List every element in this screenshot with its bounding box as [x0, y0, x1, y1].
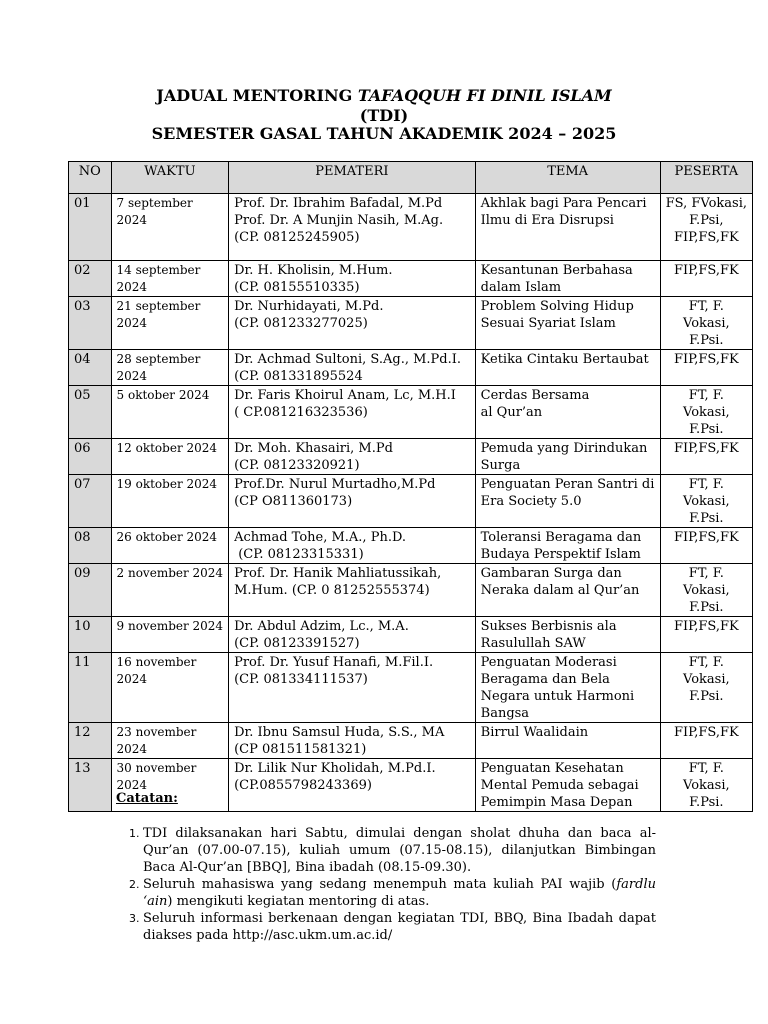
cell-waktu — [111, 528, 229, 564]
cell-no: 07 — [69, 475, 112, 528]
cell-pemateri-line: (CP.0855798243369) — [234, 778, 372, 793]
cell-tema — [475, 617, 660, 653]
cell-pemateri-line: ( CP.081216323536) — [234, 405, 368, 420]
cell-pemateri — [229, 475, 476, 528]
table-header-row — [69, 162, 753, 194]
cell-peserta-line: Vokasi, — [683, 778, 730, 793]
table-row — [69, 194, 753, 261]
cell-peserta-line: F.Psi, — [689, 213, 724, 228]
cell-tema-line: Problem Solving Hidup — [480, 299, 634, 314]
cell-pemateri-line: (CP. 081334111537) — [234, 672, 368, 687]
table-row — [69, 617, 753, 653]
cell-tema-line: Negara untuk Harmoni — [480, 689, 635, 704]
cell-pemateri-line: Dr. Lilik Nur Kholidah, M.Pd.I. — [234, 761, 436, 776]
cell-waktu-line: 21 september — [116, 299, 201, 313]
cell-no: 05 — [69, 386, 112, 439]
cell-peserta — [660, 475, 752, 528]
cell-tema-line: Beragama dan Bela — [480, 672, 610, 687]
cell-pemateri — [229, 439, 476, 475]
cell-tema — [475, 194, 660, 261]
cell-tema-line: Penguatan Kesehatan — [480, 761, 624, 776]
cell-tema-line: Cerdas Bersama — [480, 388, 590, 403]
cell-waktu-line: 12 oktober 2024 — [116, 441, 218, 455]
cell-tema-line: al Qur’an — [480, 405, 543, 420]
cell-waktu — [111, 439, 229, 475]
cell-waktu-line: 26 oktober 2024 — [116, 530, 218, 544]
table-row — [69, 653, 753, 723]
cell-peserta — [660, 261, 752, 297]
cell-waktu-line: 2024 — [116, 672, 148, 686]
cell-pemateri-line: Dr. Nurhidayati, M.Pd. — [234, 299, 384, 314]
cell-tema-line: Penguatan Peran Santri di — [480, 477, 655, 492]
cell-peserta-line: FIP,FS,FK — [673, 725, 739, 740]
cell-peserta — [660, 759, 752, 812]
cell-waktu — [111, 386, 229, 439]
cell-tema-line: Toleransi Beragama dan — [480, 530, 642, 545]
cell-pemateri-line: Dr. H. Kholisin, M.Hum. — [234, 263, 393, 278]
table-row — [69, 386, 753, 439]
header-waktu: WAKTU — [111, 162, 229, 194]
cell-pemateri-line: (CP. 08125245905) — [234, 230, 360, 245]
cell-waktu — [111, 653, 229, 723]
cell-peserta-line: F.Psi. — [689, 422, 724, 437]
cell-tema-line: Sukses Berbisnis ala — [480, 619, 617, 634]
cell-tema-line: Kesantunan Berbahasa — [480, 263, 633, 278]
cell-waktu — [111, 350, 229, 386]
cell-tema-line: Bangsa — [480, 706, 530, 721]
cell-peserta — [660, 350, 752, 386]
cell-tema-line: Budaya Perspektif Islam — [480, 547, 641, 562]
header-no: NO — [69, 162, 112, 194]
table-row — [69, 528, 753, 564]
cell-peserta — [660, 723, 752, 759]
cell-no: 01 — [69, 194, 112, 261]
cell-tema — [475, 350, 660, 386]
header-tema: TEMA — [475, 162, 660, 194]
table-body — [69, 194, 753, 812]
cell-tema-line: Rasulullah SAW — [480, 636, 586, 651]
document-title-line-3: SEMESTER GASAL TAHUN AKADEMIK 2024 – 2025 — [151, 124, 617, 143]
note-item: 3. Seluruh informasi berkenaan dengan kegiatan TDI, BBQ, Bina Ibadah dapat diakses pada http://asc.ukm.um.ac.id/ — [143, 910, 656, 944]
cell-waktu-line: 30 november — [116, 761, 197, 775]
cell-peserta — [660, 617, 752, 653]
cell-waktu — [111, 261, 229, 297]
cell-pemateri-line: Dr. Moh. Khasairi, M.Pd — [234, 441, 393, 456]
table-row — [69, 261, 753, 297]
cell-tema — [475, 386, 660, 439]
cell-pemateri-line: Prof. Dr. A Munjin Nasih, M.Ag. — [234, 213, 444, 228]
note-item — [143, 876, 656, 910]
notes-heading: Catatan: — [116, 791, 178, 806]
cell-peserta — [660, 194, 752, 261]
cell-peserta-line: FT, F. — [688, 477, 724, 492]
cell-peserta-line: FIP,FS,FK — [673, 441, 739, 456]
cell-pemateri-line: Dr. Achmad Sultoni, S.Ag., M.Pd.I. — [234, 352, 462, 367]
cell-peserta — [660, 653, 752, 723]
cell-waktu — [111, 297, 229, 350]
cell-waktu — [111, 564, 229, 617]
cell-pemateri-line: (CP. 08123320921) — [234, 458, 360, 473]
cell-waktu-line: 9 november 2024 — [116, 619, 224, 633]
cell-waktu — [111, 475, 229, 528]
cell-pemateri — [229, 297, 476, 350]
cell-peserta-line: FIP,FS,FK — [673, 530, 739, 545]
cell-no: 12 — [69, 723, 112, 759]
cell-tema — [475, 297, 660, 350]
cell-pemateri — [229, 261, 476, 297]
cell-tema — [475, 475, 660, 528]
cell-tema-line: Era Society 5.0 — [480, 494, 582, 509]
document-title-line-1 — [0, 86, 768, 106]
cell-pemateri-line: Achmad Tohe, M.A., Ph.D. — [234, 530, 407, 545]
cell-pemateri-line: M.Hum. (CP. 0 81252555374) — [234, 583, 430, 598]
cell-peserta-line: FT, F. — [688, 566, 724, 581]
cell-waktu-line: 2024 — [116, 778, 148, 792]
cell-waktu-line: 2024 — [116, 316, 148, 330]
cell-pemateri-line: (CP. 081233277025) — [234, 316, 368, 331]
cell-no: 11 — [69, 653, 112, 723]
cell-pemateri-line: (CP O811360173) — [234, 494, 353, 509]
table-row — [69, 475, 753, 528]
cell-pemateri-line: (CP. 08123315331) — [234, 547, 364, 562]
cell-peserta-line: Vokasi, — [683, 672, 730, 687]
cell-tema — [475, 564, 660, 617]
cell-tema-line: Pemuda yang Dirindukan — [480, 441, 648, 456]
cell-pemateri-line: Dr. Abdul Adzim, Lc., M.A. — [234, 619, 409, 634]
cell-tema-line: Ketika Cintaku Bertaubat — [480, 352, 649, 367]
cell-tema-line: Ilmu di Era Disrupsi — [480, 213, 614, 228]
cell-pemateri — [229, 723, 476, 759]
note-italic-text: fardlu ‘ain — [143, 877, 656, 909]
cell-no: 04 — [69, 350, 112, 386]
cell-waktu-line: 7 september — [116, 196, 193, 210]
table-row — [69, 564, 753, 617]
cell-peserta-line: FIP,FS,FK — [673, 263, 739, 278]
cell-pemateri — [229, 350, 476, 386]
cell-waktu-line: 2024 — [116, 369, 148, 383]
document-title-line-2: (TDI) — [359, 106, 409, 125]
notes-list — [116, 825, 656, 944]
cell-tema-line: Surga — [480, 458, 521, 473]
header-pemateri: PEMATERI — [229, 162, 476, 194]
cell-waktu-line: 23 november — [116, 725, 197, 739]
cell-peserta-line: F.Psi. — [689, 795, 724, 810]
cell-waktu-line: 2 november 2024 — [116, 566, 224, 580]
cell-waktu-line: 2024 — [116, 742, 148, 756]
cell-peserta-line: Vokasi, — [683, 405, 730, 420]
cell-peserta-line: FIP,FS,FK — [673, 619, 739, 634]
note-text: Seluruh mahasiswa yang sedang menempuh mata kuliah PAI wajib ( — [143, 877, 617, 892]
cell-pemateri-line: Prof. Dr. Hanik Mahliatussikah, — [234, 566, 442, 581]
cell-tema-line: Akhlak bagi Para Pencari — [480, 196, 647, 211]
cell-tema-line: Penguatan Moderasi — [480, 655, 617, 670]
cell-tema-line: Mental Pemuda sebagai — [480, 778, 639, 793]
cell-tema — [475, 723, 660, 759]
title-italic: TAFAQQUH FI DINIL ISLAM — [357, 86, 612, 105]
cell-pemateri-line: Dr. Ibnu Samsul Huda, S.S., MA — [234, 725, 445, 740]
cell-waktu-line: 2024 — [116, 280, 148, 294]
cell-peserta-line: Vokasi, — [683, 316, 730, 331]
cell-peserta-line: FT, F. — [688, 299, 724, 314]
cell-peserta — [660, 564, 752, 617]
cell-waktu-line: 16 november — [116, 655, 197, 669]
cell-waktu-line: 28 september — [116, 352, 201, 366]
cell-no: 02 — [69, 261, 112, 297]
cell-no: 08 — [69, 528, 112, 564]
cell-pemateri — [229, 528, 476, 564]
cell-no: 06 — [69, 439, 112, 475]
cell-peserta — [660, 528, 752, 564]
title-prefix: JADUAL MENTORING — [156, 86, 358, 105]
note-item: 1. TDI dilaksanakan hari Sabtu, dimulai dengan sholat dhuha dan baca al-Qur’an (07.00-07.15), kuliah umum (07.15-08.15), dilanjutkan Bimbingan Baca Al-Qur’an [BBQ], Bina ibadah (08.15-09.30). — [143, 825, 656, 876]
cell-pemateri — [229, 564, 476, 617]
cell-pemateri — [229, 617, 476, 653]
cell-pemateri — [229, 653, 476, 723]
note-text: ) mengikuti kegiatan mentoring di atas. — [167, 894, 430, 909]
cell-tema-line: Pemimpin Masa Depan — [480, 795, 633, 810]
cell-peserta-line: FIP,FS,FK — [673, 230, 739, 245]
cell-waktu-line: 14 september — [116, 263, 201, 277]
cell-pemateri-line: Dr. Faris Khoirul Anam, Lc, M.H.I — [234, 388, 456, 403]
cell-tema-line: Neraka dalam al Qur’an — [480, 583, 640, 598]
cell-peserta-line: F.Psi. — [689, 600, 724, 615]
cell-tema-line: Birrul Waalidain — [480, 725, 589, 740]
cell-peserta-line: FIP,FS,FK — [673, 352, 739, 367]
cell-peserta-line: F.Psi. — [689, 689, 724, 704]
table-row — [69, 723, 753, 759]
cell-waktu — [111, 723, 229, 759]
cell-waktu-line: 5 oktober 2024 — [116, 388, 210, 402]
cell-tema-line: Sesuai Syariat Islam — [480, 316, 616, 331]
cell-tema — [475, 261, 660, 297]
cell-waktu — [111, 617, 229, 653]
cell-no: 10 — [69, 617, 112, 653]
cell-tema-line: dalam Islam — [480, 280, 562, 295]
notes-section — [116, 790, 656, 944]
cell-tema — [475, 653, 660, 723]
cell-tema — [475, 439, 660, 475]
cell-pemateri — [229, 194, 476, 261]
cell-peserta-line: FT, F. — [688, 655, 724, 670]
cell-peserta-line: FS, FVokasi, — [665, 196, 747, 211]
cell-peserta-line: F.Psi. — [689, 511, 724, 526]
table-row — [69, 439, 753, 475]
cell-no: 03 — [69, 297, 112, 350]
cell-pemateri-line: (CP. 081331895524 — [234, 369, 363, 384]
cell-pemateri — [229, 386, 476, 439]
cell-peserta-line: F.Psi. — [689, 333, 724, 348]
cell-tema-line: Gambaran Surga dan — [480, 566, 622, 581]
cell-peserta-line: Vokasi, — [683, 583, 730, 598]
cell-waktu-line: 19 oktober 2024 — [116, 477, 218, 491]
header-peserta: PESERTA — [660, 162, 752, 194]
cell-peserta-line: FT, F. — [688, 388, 724, 403]
cell-pemateri-line: Prof. Dr. Yusuf Hanafi, M.Fil.I. — [234, 655, 434, 670]
cell-peserta — [660, 297, 752, 350]
table-row — [69, 350, 753, 386]
cell-waktu — [111, 194, 229, 261]
table-row — [69, 297, 753, 350]
cell-tema — [475, 528, 660, 564]
cell-pemateri-line: (CP. 08123391527) — [234, 636, 360, 651]
cell-waktu-line: 2024 — [116, 213, 148, 227]
cell-no: 13 — [69, 759, 112, 812]
cell-pemateri-line: (CP 081511581321) — [234, 742, 367, 757]
cell-no: 09 — [69, 564, 112, 617]
cell-pemateri-line: Prof. Dr. Ibrahim Bafadal, M.Pd — [234, 196, 443, 211]
schedule-table — [68, 161, 753, 812]
cell-peserta-line: Vokasi, — [683, 494, 730, 509]
cell-peserta — [660, 439, 752, 475]
cell-peserta — [660, 386, 752, 439]
cell-pemateri-line: Prof.Dr. Nurul Murtadho,M.Pd — [234, 477, 436, 492]
cell-peserta-line: FT, F. — [688, 761, 724, 776]
cell-pemateri-line: (CP. 08155510335) — [234, 280, 360, 295]
